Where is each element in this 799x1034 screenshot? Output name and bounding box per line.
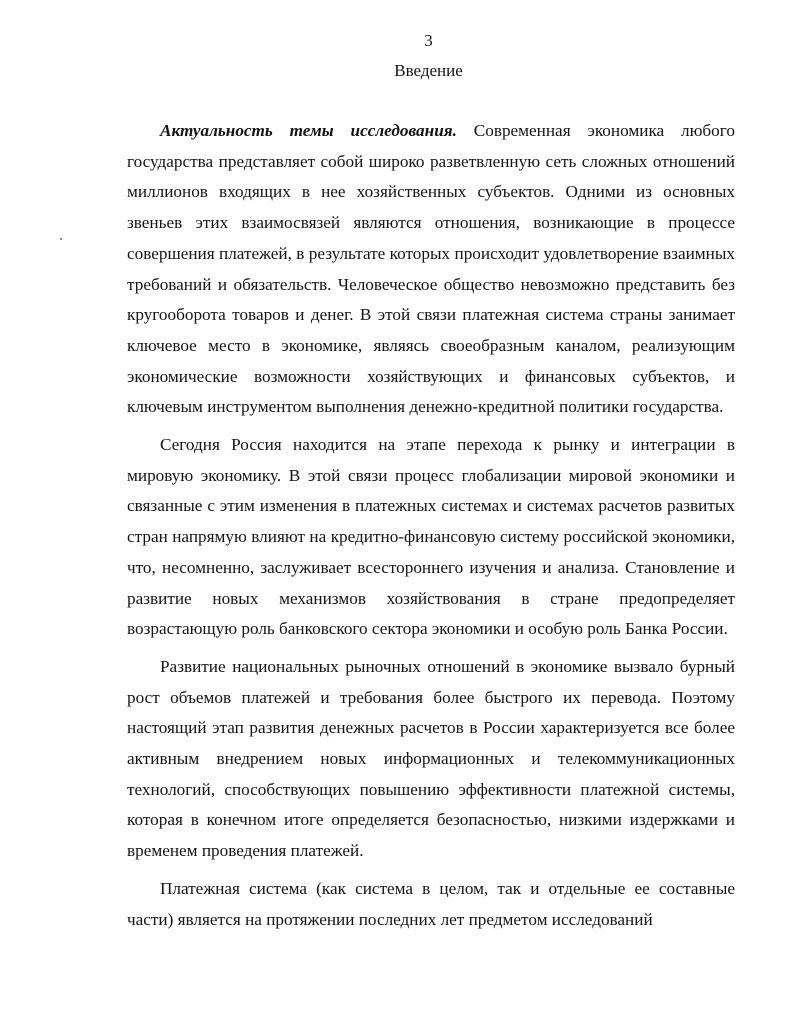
- paragraph-text: Современная экономика любого государства представляет собой широко разветвленную сеть сложных отношений миллионов входящих в нее хозяйственных субъектов. Одними из основных звеньев этих взаимосвязей являются отношения, возникающие в процессе совершения платежей, в результате которых происходит удовлетворение взаимных требований и обязательств. Человеческое общество невозможно представить без кругооборота товаров и денег. В этой связи платежная система страны занимает ключевое место в экономике, являясь своеобразным каналом, реализующим экономические возможности хозяйствующих и финансовых субъектов, и ключевым инструментом выполнения денежно-кредитной политики государства.: [127, 121, 735, 417]
- paragraph-relevance: [127, 116, 735, 423]
- paragraph-russia-transition: Сегодня Россия находится на этапе перехода к рынку и интеграции в мировую экономику. В этой связи процесс глобализации мировой экономики и связанные с этим изменения в платежных системах и системах расчетов развитых стран напрямую влияют на кредитно-финансовую систему российской экономики, что, несомненно, заслуживает всестороннего изучения и анализа. Становление и развитие новых механизмов хозяйствования в стране предопределяет возрастающую роль банковского сектора экономики и особую роль Банка России.: [127, 435, 735, 639]
- paragraph-lead-label: Актуальность темы исследования.: [160, 121, 457, 140]
- page-number: 3: [424, 31, 433, 50]
- margin-mark: [60, 238, 62, 240]
- body-text: [127, 116, 735, 935]
- page-title: Введение: [394, 61, 463, 80]
- paragraph-payment-system: Платежная система (как система в целом, так и отдельные ее составные части) является на протяжении последних лет предметом исследований: [127, 878, 735, 929]
- paragraph-market-development: Развитие национальных рыночных отношений в экономике вызвало бурный рост объемов платежей и требования более быстрого их перевода. Поэтому настоящий этап развития денежных расчетов в России характеризуется все более активным внедрением новых информационных и телекоммуникационных технологий, способствующих повышению эффективности платежной системы, которая в конечном итоге определяется безопасностью, низкими издержками и временем проведения платежей.: [127, 656, 735, 861]
